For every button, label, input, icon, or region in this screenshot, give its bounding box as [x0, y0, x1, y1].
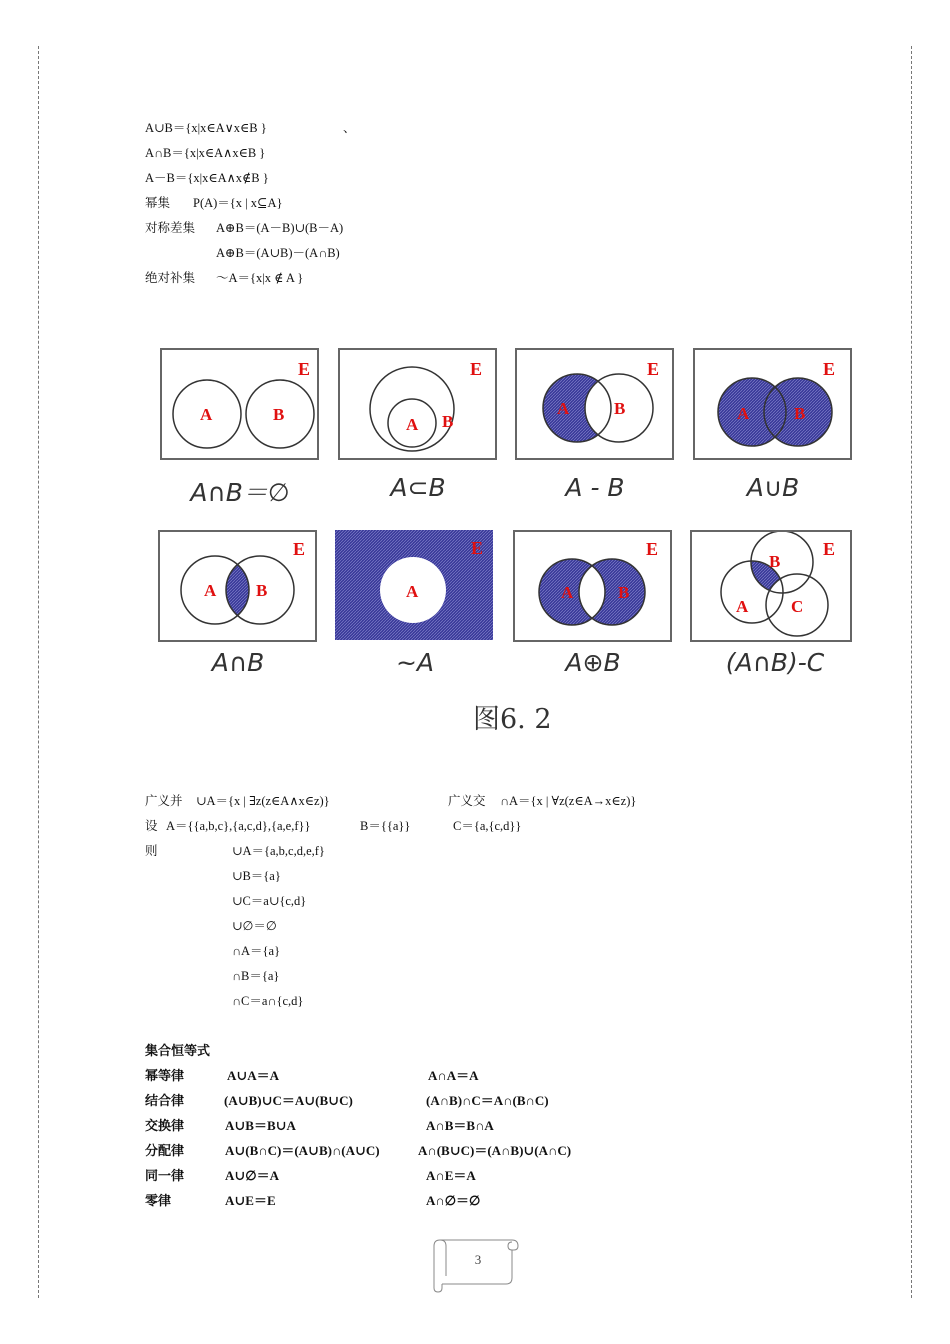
- caption-symmetric-difference: A⊕B: [565, 648, 621, 677]
- label-a: A: [204, 581, 217, 600]
- caption-subset: A⊂B: [390, 473, 446, 502]
- complement-label: 绝对补集: [145, 271, 196, 285]
- law-left: A∪∅＝A: [225, 1168, 279, 1183]
- label-b: B: [614, 399, 626, 418]
- label-b: B: [256, 581, 268, 600]
- venn-symmetric-difference: [513, 530, 672, 642]
- caption-difference: A - B: [565, 473, 625, 502]
- result-line: ∩A＝{a}: [232, 944, 281, 958]
- union-definition: A∪B＝{x|x∈A∨x∈B }: [145, 121, 267, 135]
- venn-disjoint: [160, 348, 319, 460]
- caption-intersection: A∩B: [211, 648, 265, 677]
- law-right: A∩E＝A: [426, 1168, 476, 1183]
- law-left: (A∪B)∪C＝A∪(B∪C): [224, 1093, 353, 1108]
- venn-subset: [338, 348, 497, 460]
- label-e: E: [647, 359, 660, 379]
- figure-caption: 图6. 2: [473, 704, 552, 735]
- powerset-definition: P(A)＝{x | x⊆A}: [193, 196, 283, 210]
- symdiff-definition-2: A⊕B＝(A∪B)－(A∩B): [216, 246, 340, 260]
- label-e: E: [298, 359, 311, 379]
- venn-intersection: [158, 530, 317, 642]
- law-left: A∪B＝B∪A: [225, 1118, 296, 1133]
- caption-three-sets: (A∩B)-C: [725, 648, 825, 677]
- difference-definition: A－B＝{x|x∈A∧x∉B }: [145, 171, 269, 185]
- law-name: 结合律: [145, 1093, 185, 1108]
- law-right: A∩B＝B∩A: [426, 1118, 494, 1133]
- let-a: A＝{{a,b,c},{a,c,d},{a,e,f}}: [166, 819, 311, 833]
- label-e: E: [823, 359, 836, 379]
- caption-complement: ~A: [395, 648, 435, 677]
- label-e: E: [293, 539, 306, 559]
- symdiff-label: 对称差集: [145, 221, 196, 235]
- then-label: 则: [145, 844, 158, 858]
- law-right: A∩(B∪C)＝(A∩B)∪(A∩C): [418, 1143, 572, 1158]
- result-line: ∪∅＝∅: [232, 919, 277, 933]
- powerset-label: 幂集: [145, 196, 171, 210]
- law-right: (A∩B)∩C＝A∩(B∩C): [426, 1093, 549, 1108]
- caption-union: A∪B: [746, 473, 800, 502]
- label-e: E: [646, 539, 659, 559]
- label-a: A: [561, 583, 574, 602]
- venn-union: [693, 348, 852, 460]
- label-b: B: [794, 404, 806, 423]
- generalized-intersection-definition: ∩A＝{x | ∀z(z∈A→x∈z)}: [500, 794, 637, 808]
- symdiff-definition-1: A⊕B＝(A－B)∪(B－A): [216, 221, 344, 235]
- result-line: ∪B＝{a}: [232, 869, 281, 883]
- law-name: 同一律: [145, 1168, 185, 1183]
- let-b: B＝{{a}}: [360, 819, 411, 833]
- law-left: A∪A＝A: [227, 1068, 280, 1083]
- law-name: 零律: [145, 1193, 172, 1208]
- stray-mark: 、: [343, 121, 356, 135]
- label-a: A: [406, 582, 419, 601]
- venn-three-sets: [690, 530, 852, 642]
- venn-difference: [515, 348, 674, 460]
- law-name: 交换律: [145, 1118, 185, 1133]
- law-name: 幂等律: [145, 1068, 185, 1083]
- law-right: A∩∅＝∅: [426, 1193, 481, 1208]
- generalized-intersection-label: 广义交: [448, 794, 486, 808]
- label-a: A: [736, 597, 749, 616]
- result-line: ∪A＝{a,b,c,d,e,f}: [232, 844, 325, 858]
- venn-complement: [335, 530, 493, 640]
- venn-figure: [155, 345, 855, 735]
- label-a: A: [737, 404, 750, 423]
- label-e: E: [471, 538, 484, 558]
- right-margin-guide: [911, 46, 912, 1298]
- intersection-definition: A∩B＝{x|x∈A∧x∈B }: [145, 146, 266, 160]
- law-left: A∪E＝E: [225, 1193, 276, 1208]
- result-line: ∪C＝a∪{c,d}: [232, 894, 307, 908]
- caption-disjoint: A∩B＝∅: [190, 478, 290, 507]
- law-name: 分配律: [145, 1143, 185, 1158]
- label-a: A: [200, 405, 213, 424]
- result-line: ∩C＝a∩{c,d}: [232, 994, 304, 1008]
- label-a: A: [406, 415, 419, 434]
- generalized-union-label: 广义并: [145, 794, 183, 808]
- label-b: B: [769, 552, 781, 571]
- label-a: A: [557, 399, 570, 418]
- page-number: 3: [474, 1252, 482, 1267]
- result-line: ∩B＝{a}: [232, 969, 280, 983]
- identities-title: 集合恒等式: [145, 1043, 211, 1058]
- let-c: C＝{a,{c,d}}: [453, 819, 522, 833]
- label-b: B: [273, 405, 285, 424]
- law-right: A∩A＝A: [428, 1068, 479, 1083]
- let-label: 设: [145, 819, 158, 833]
- label-e: E: [470, 359, 483, 379]
- label-c: C: [791, 597, 804, 616]
- label-b: B: [618, 583, 630, 602]
- label-b: B: [442, 412, 454, 431]
- complement-definition: ～A＝{x|x ∉ A }: [216, 271, 304, 285]
- label-e: E: [823, 539, 836, 559]
- generalized-union-definition: ∪A＝{x | ∃z(z∈A∧x∈z)}: [196, 794, 330, 808]
- law-left: A∪(B∩C)＝(A∪B)∩(A∪C): [225, 1143, 380, 1158]
- left-margin-guide: [38, 46, 39, 1298]
